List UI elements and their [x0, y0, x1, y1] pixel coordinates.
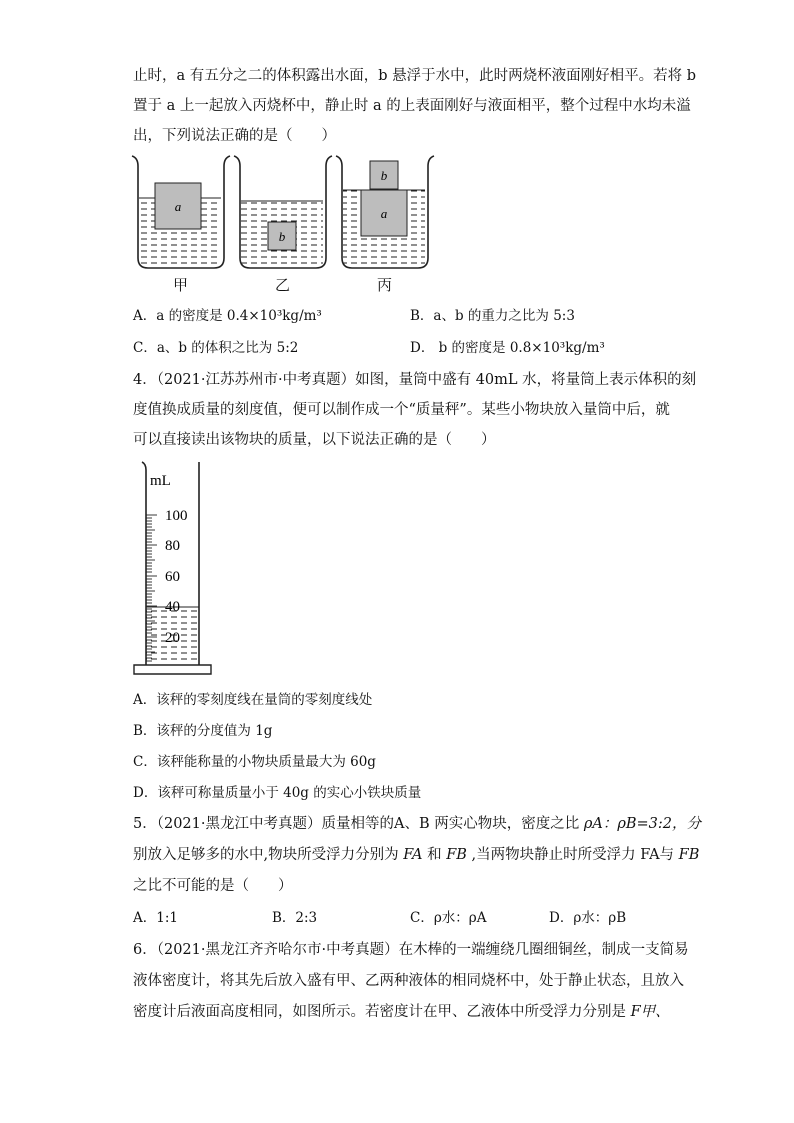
- q3-option-b: B．a、b 的重力之比为 5:3: [410, 308, 575, 324]
- q5-line2-and: 和: [427, 847, 442, 863]
- q6-text-line-3: [133, 1002, 670, 1022]
- q4-text-line-3: 可以直接读出该物块的质量，以下说法正确的是（ ）: [133, 432, 496, 448]
- block-a-jia-label: a: [174, 199, 182, 214]
- q5-option-d: D．ρ水：ρB: [549, 910, 627, 926]
- q5-force-fa: FA: [403, 847, 423, 863]
- cylinder-tick-40: 40: [165, 599, 180, 615]
- cylinder-tick-80: 80: [165, 538, 180, 554]
- q4-option-d: D．该秤可称量质量小于 40g 的实心小铁块质量: [133, 785, 422, 801]
- q4-text-line-2: 度值换成质量的刻度值，便可以制作成一个“质量秤”。某些小物块放入量筒中后，就: [133, 402, 670, 418]
- q3-text-line-2: 置于 a 上一起放入丙烧杯中，静止时 a 的上表面刚好与液面相平，整个过程中水均未溢: [133, 98, 691, 114]
- q5-option-b: B．2:3: [272, 910, 318, 926]
- q5-text-line-2: [133, 845, 699, 865]
- block-b-yi-label: b: [278, 229, 286, 244]
- beaker-label-bing: 丙: [377, 276, 393, 294]
- q5-force-fb: FB: [446, 847, 467, 863]
- cylinder-tick-100: 100: [165, 508, 188, 524]
- q4-option-b: B．该秤的分度值为 1g: [133, 723, 273, 739]
- cylinder-unit-label: mL: [150, 473, 171, 489]
- q3-option-c: C．a、b 的体积之比为 5:2: [133, 340, 299, 356]
- beakers-figure: [130, 152, 440, 272]
- q4-option-c: C．该秤能称量的小物块质量最大为 60g: [133, 754, 376, 770]
- q5-option-a: A．1:1: [133, 910, 178, 926]
- q3-option-d: D． b 的密度是 0.8×10³kg/m³: [410, 340, 605, 356]
- q6-force-jia: F甲、: [630, 1004, 670, 1020]
- beaker-label-yi: 乙: [275, 276, 291, 294]
- graduated-cylinder-figure: [130, 458, 240, 680]
- beaker-jia: [132, 156, 230, 268]
- q3-text-line-3: 出，下列说法正确的是（ ）: [133, 128, 336, 144]
- q4-option-a: A．该秤的零刻度线在量筒的零刻度线处: [133, 692, 373, 708]
- cylinder-tick-20: 20: [165, 630, 180, 646]
- q5-text-line-1: [133, 814, 701, 834]
- beaker-yi: [234, 156, 332, 268]
- q5-density-ratio: ρA：ρB=3:2，分: [583, 816, 702, 832]
- q5-option-c: C．ρ水：ρA: [410, 910, 487, 926]
- beaker-bing: [336, 156, 434, 268]
- q4-text-line-1: 4．（2021·江苏苏州市·中考真题）如图，量筒中盛有 40mL 水，将量筒上表示体积的刻: [133, 372, 697, 388]
- q5-line2-fa-with: FA与: [640, 847, 675, 863]
- q5-line1-text: 5．（2021·黑龙江中考真题）质量相等的A、B 两实心物块，密度之比: [133, 816, 580, 832]
- q6-line3-text: 密度计后液面高度相同，如图所示。若密度计在甲、乙液体中所受浮力分别是: [133, 1004, 626, 1020]
- block-b-bing-label: b: [380, 168, 388, 183]
- q6-text-line-1: 6．（2021·黑龙江齐齐哈尔市·中考真题）在木棒的一端缠绕几圈细铜丝，制成一支简易: [133, 942, 689, 958]
- q5-line2-text-b: ,当两物块静止时所受浮力: [471, 847, 636, 863]
- q3-text-line-1: 止时，a 有五分之二的体积露出水面，b 悬浮于水中，此时两烧杯液面刚好相平。若将 b: [133, 68, 697, 84]
- q3-option-a: A．a 的密度是 0.4×10³kg/m³: [133, 308, 322, 324]
- q5-text-line-3: 之比不可能的是（ ）: [133, 878, 293, 894]
- q6-text-line-2: 液体密度计，将其先后放入盛有甲、乙两种液体的相同烧杯中，处于静止状态，且放入: [133, 973, 684, 989]
- q5-line2-fb-end: FB: [678, 847, 700, 863]
- block-a-bing-label: a: [380, 206, 388, 221]
- q5-line2-text-a: 别放入足够多的水中,物块所受浮力分别为: [133, 847, 399, 863]
- cylinder-tick-60: 60: [165, 569, 180, 585]
- beaker-label-jia: 甲: [173, 276, 189, 294]
